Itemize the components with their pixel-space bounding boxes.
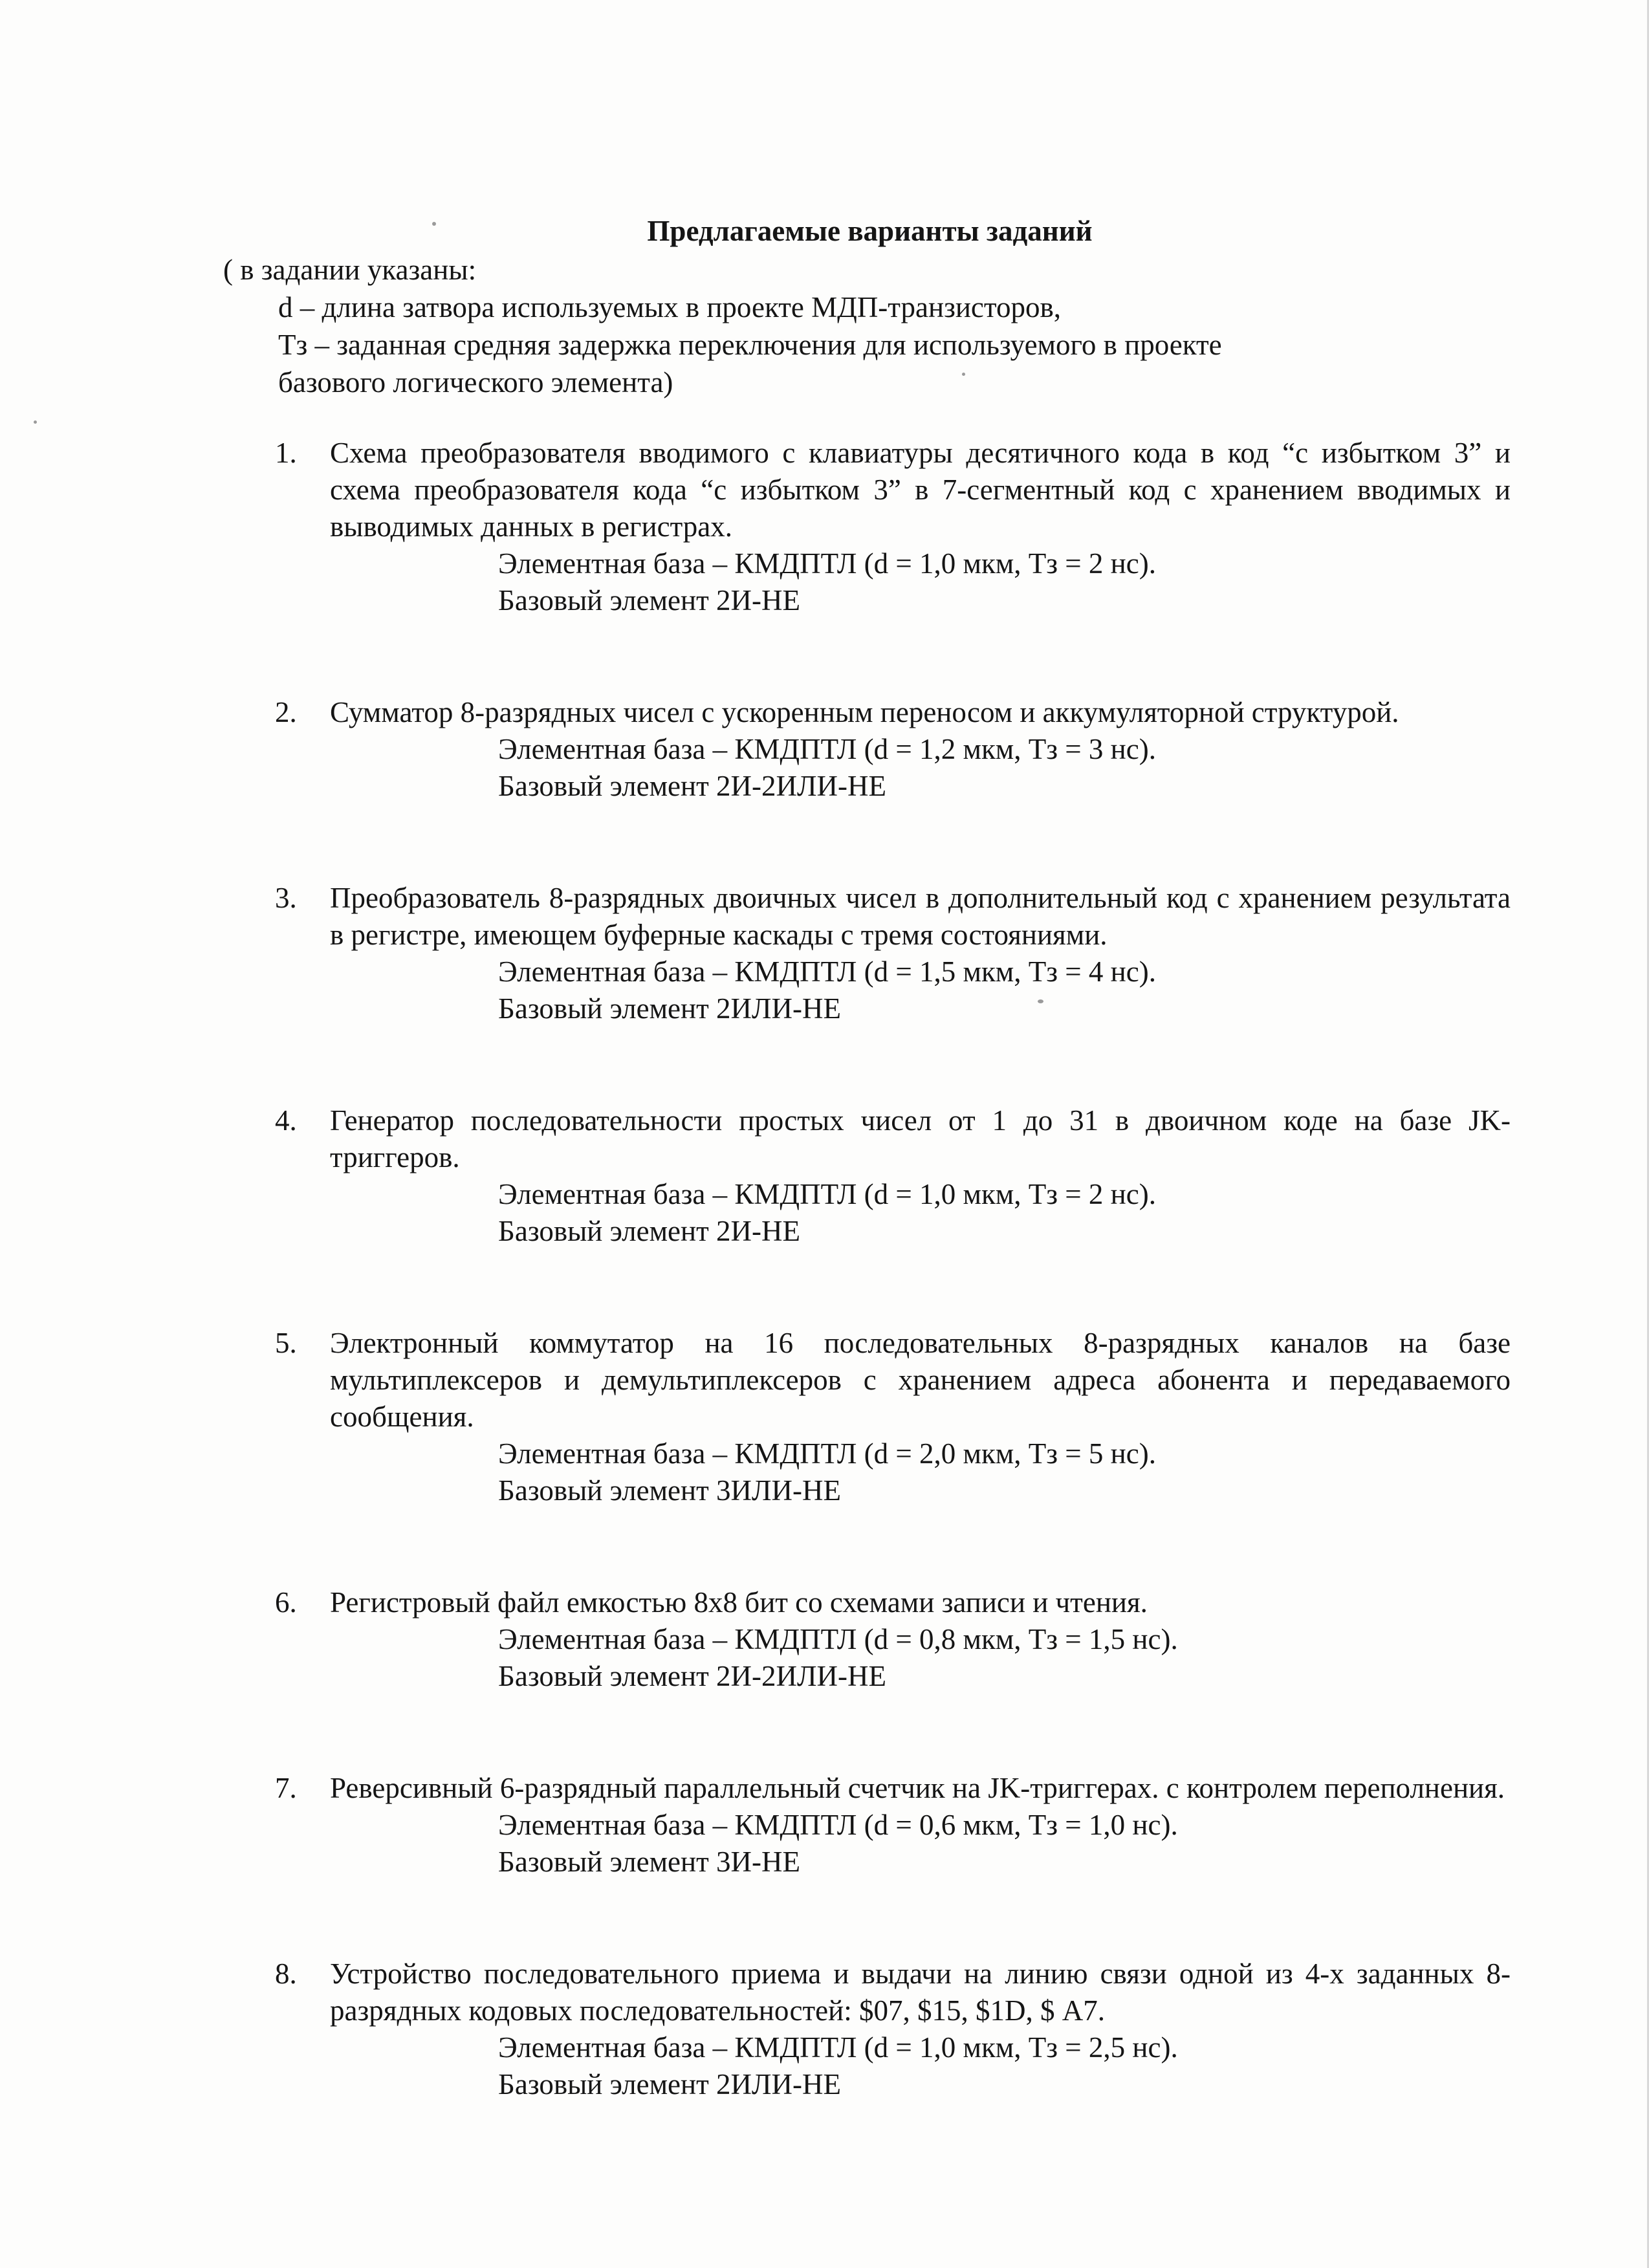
task-number: 3.: [275, 882, 297, 914]
intro-line: d – длина затвора используемых в проекте МДП-транзисторов,: [278, 291, 1061, 323]
task-element-base: Элементная база – КМДПТЛ (d = 1,0 мкм, Тз = 2 нс).: [498, 547, 1156, 580]
task-list: [275, 435, 1511, 2178]
scan-speck: [34, 420, 37, 424]
task-number: 6.: [275, 1586, 297, 1619]
task-element-base: Элементная база – КМДПТЛ (d = 1,0 мкм, Тз = 2,5 нс).: [498, 2031, 1178, 2064]
page-title: Предлагаемые варианты заданий: [647, 215, 1093, 247]
intro-line: Тз – заданная средняя задержка переключения для используемого в проекте: [278, 329, 1222, 361]
intro-line: ( в задании указаны:: [223, 254, 477, 286]
task-item: [275, 1770, 1511, 1881]
task-element-base: Элементная база – КМДПТЛ (d = 2,0 мкм, Тз = 5 нс).: [498, 1437, 1156, 1470]
intro-line: базового логического элемента): [278, 366, 673, 398]
task-element-base: Элементная база – КМДПТЛ (d = 1,5 мкм, Тз = 4 нс).: [498, 955, 1156, 988]
task-element-base: Элементная база – КМДПТЛ (d = 1,2 мкм, Тз = 3 нс).: [498, 733, 1156, 765]
intro-block: [223, 251, 1222, 401]
task-description: Сумматор 8-разрядных чисел с ускоренным переносом и аккумуляторной структурой.: [330, 696, 1399, 728]
task-item: [275, 1956, 1511, 2103]
task-number: 4.: [275, 1104, 297, 1137]
task-item: [275, 1325, 1511, 1509]
task-base-element: Базовый элемент 2И-2ИЛИ-НЕ: [498, 1660, 886, 1692]
task-description: Электронный коммутатор на 16 последовательных 8-разрядных каналов на базе мультиплексеров и демультиплексеров с хранением адреса абонента и передаваемого сообщения.: [330, 1327, 1511, 1433]
task-number: 1.: [275, 437, 297, 469]
task-base-element: Базовый элемент 2И-НЕ: [498, 584, 800, 616]
task-base-element: Базовый элемент 2И-2ИЛИ-НЕ: [498, 770, 886, 802]
task-description: Преобразователь 8-разрядных двоичных чисел в дополнительный код с хранением результата в регистре, имеющем буферные каскады с тремя состояниями.: [330, 882, 1511, 951]
task-base-element: Базовый элемент 2ИЛИ-НЕ: [498, 2068, 842, 2100]
task-base-element: Базовый элемент 2И-НЕ: [498, 1215, 800, 1247]
task-item: [275, 1102, 1511, 1250]
task-number: 8.: [275, 1957, 297, 1990]
task-item: [275, 694, 1511, 805]
task-description: Схема преобразователя вводимого с клавиатуры десятичного кода в код “с избытком 3” и схема преобразователя кода “с избытком 3” в 7-сегментный код с хранением вводимых и выводимых данных в регистрах.: [330, 437, 1511, 543]
task-number: 5.: [275, 1327, 297, 1359]
task-item: [275, 435, 1511, 619]
task-description: Регистровый файл емкостью 8х8 бит со схемами записи и чтения.: [330, 1586, 1148, 1619]
task-item: [275, 880, 1511, 1027]
task-number: 7.: [275, 1772, 297, 1804]
task-base-element: Базовый элемент 2ИЛИ-НЕ: [498, 992, 842, 1025]
task-number: 2.: [275, 696, 297, 728]
task-element-base: Элементная база – КМДПТЛ (d = 0,6 мкм, Тз = 1,0 нс).: [498, 1809, 1178, 1841]
task-item: [275, 1584, 1511, 1695]
task-element-base: Элементная база – КМДПТЛ (d = 1,0 мкм, Тз = 2 нс).: [498, 1178, 1156, 1210]
task-base-element: Базовый элемент 3И-НЕ: [498, 1846, 800, 1878]
task-description: Генератор последовательности простых чисел от 1 до 31 в двоичном коде на базе JK-триггеров.: [330, 1104, 1511, 1173]
task-description: Устройство последовательного приема и выдачи на линию связи одной из 4-х заданных 8-разрядных кодовых последовательностей: $07, $15, $1D, $ А7.: [330, 1957, 1511, 2027]
task-element-base: Элементная база – КМДПТЛ (d = 0,8 мкм, Тз = 1,5 нс).: [498, 1623, 1178, 1655]
task-description: Реверсивный 6-разрядный параллельный счетчик на JK-триггерах. с контролем переполнения.: [330, 1772, 1505, 1804]
task-base-element: Базовый элемент 3ИЛИ-НЕ: [498, 1474, 842, 1507]
